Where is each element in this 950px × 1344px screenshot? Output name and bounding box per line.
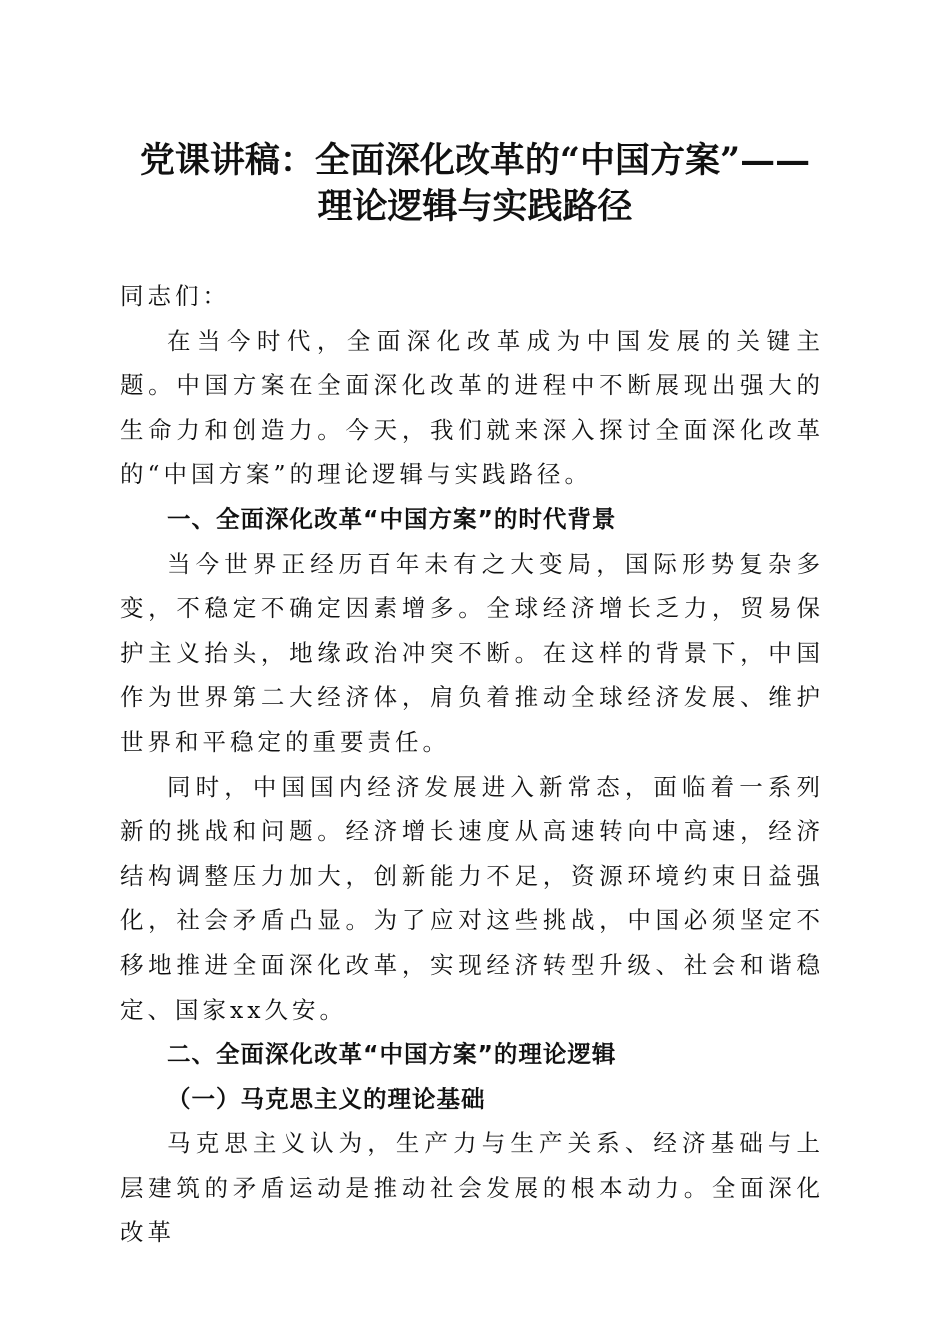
section-1-heading: 一、全面深化改革“中国方案”的时代背景 — [167, 504, 617, 533]
intro-paragraph: 在当今时代，全面深化改革成为中国发展的关键主题。中国方案在全面深化改革的进程中不断展现出强大的生命力和创造力。今天，我们就来深入探讨全面深化改革的“中国方案”的理论逻辑与实践路径。 — [120, 326, 824, 489]
document-title-line-1: 党课讲稿：全面深化改革的“中国方案”—— — [139, 140, 811, 181]
document-body — [120, 274, 824, 1255]
salutation: 同志们： — [120, 282, 230, 310]
section-1-paragraph-1: 当今世界正经历百年未有之大变局，国际形势复杂多变，不稳定不确定因素增多。全球经济增长乏力，贸易保护主义抬头，地缘政治冲突不断。在这样的背景下，中国作为世界第二大经济体，肩负着推动全球经济发展、维护世界和平稳定的重要责任。 — [120, 549, 824, 756]
section-2-heading: 二、全面深化改革“中国方案”的理论逻辑 — [167, 1040, 617, 1069]
section-2-paragraph-1: 马克思主义认为，生产力与生产关系、经济基础与上层建筑的矛盾运动是推动社会发展的根本动力。全面深化改革 — [120, 1129, 824, 1247]
document-title-line-2: 理论逻辑与实践路径 — [317, 186, 633, 227]
section-1-paragraph-2: 同时，中国国内经济发展进入新常态，面临着一系列新的挑战和问题。经济增长速度从高速转向中高速，经济结构调整压力加大，创新能力不足，资源环境约束日益强化，社会矛盾凸显。为了应对这些挑战，中国必须坚定不移地推进全面深化改革，实现经济转型升级、社会和谐稳定、国家xx久安。 — [120, 772, 824, 1024]
section-2-subheading: （一）马克思主义的理论基础 — [167, 1084, 486, 1113]
